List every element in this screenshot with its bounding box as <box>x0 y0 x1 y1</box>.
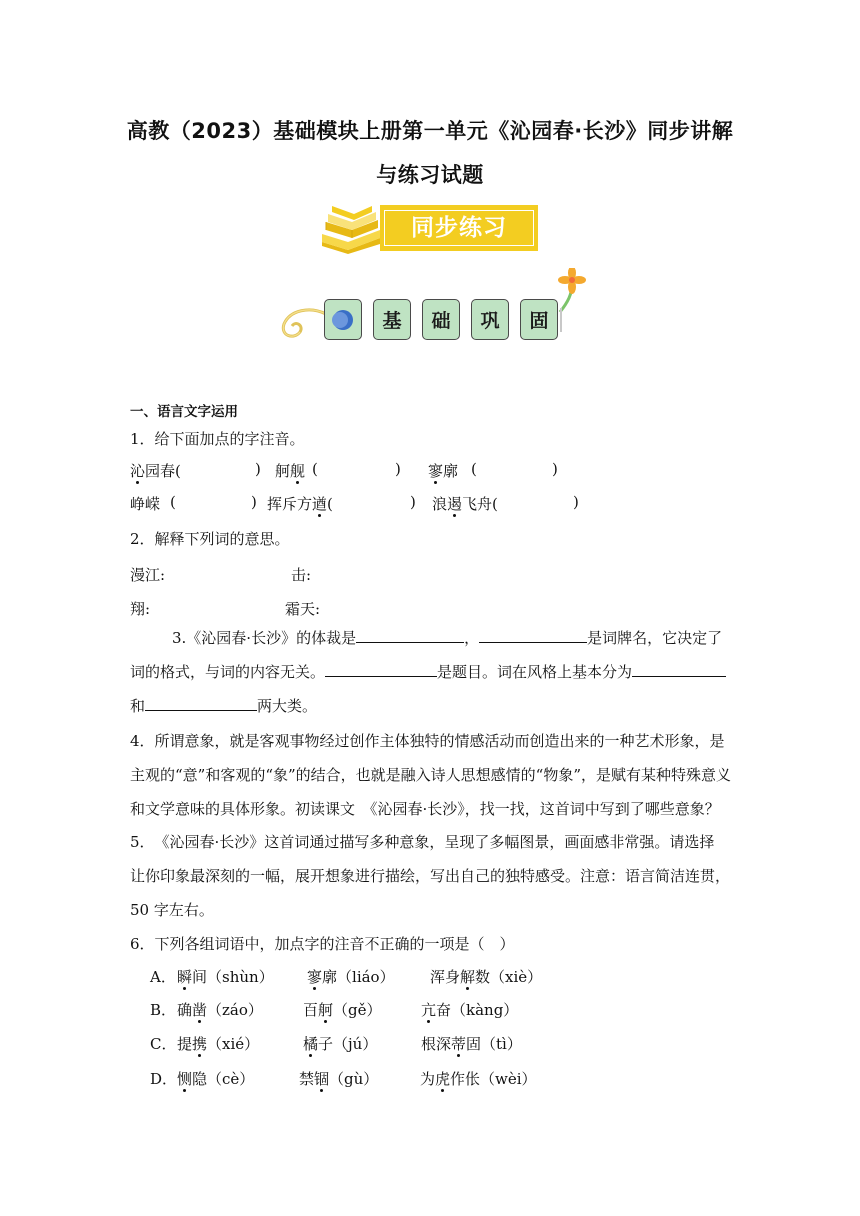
document-title-line2: 与练习试题 <box>376 163 484 187</box>
q6-option-b-word2: 百舸（gě） <box>303 1001 382 1019</box>
badge-number-box <box>324 299 362 340</box>
books-icon <box>318 204 384 254</box>
badge-char-4: 固 <box>520 299 558 340</box>
q6-option-c-word1: 提携（xié） <box>177 1035 260 1053</box>
q6-option-c-word2: 橘子（jú） <box>303 1035 378 1053</box>
badge-char-3: 巩 <box>471 299 509 340</box>
q6-option-a-label: A． <box>150 968 176 986</box>
q1-row1: 沁园春( <box>130 462 181 480</box>
q6-option-b-label: B． <box>150 1001 177 1019</box>
q3-paragraph: 3.《沁园春·长沙》的体裁是 ， 是词牌名，它决定了 词的格式，与词的内容无关。 是题目。词在风格上基本分为 和 两大类。 <box>130 621 730 723</box>
q1-stem: 1．给下面加点的字注音。 <box>130 430 305 448</box>
q6-option-a-word1: 瞬间（shùn） <box>177 968 274 986</box>
practice-banner-label: 同步练习 <box>411 215 507 241</box>
q6-option-d-label: D． <box>150 1070 178 1088</box>
badge-circle-icon <box>332 309 354 331</box>
q6-option-d-word1: 恻隐（cè） <box>177 1070 255 1088</box>
q6-stem: 6．下列各组词语中，加点字的注音不正确的一项是（ ） <box>130 935 515 953</box>
q1-row2-c: 浪遏飞舟( <box>432 495 498 513</box>
q6-option-d-word2: 禁锢（gù） <box>299 1070 379 1088</box>
q6-option-b-word1: 确凿（záo） <box>177 1001 263 1019</box>
q1-row2-a: 峥嵘 <box>130 495 161 513</box>
q2-word-4: 霜天: <box>285 600 321 618</box>
q5-paragraph: 5． 《沁园春·长沙》这首词通过描写多种意象，呈现了多幅图景，画面感非常强。请选择 让你印象最深刻的一幅，展开想象进行描绘，写出自己的独特感受。注意：语言简洁连贯， 50 字左右。 <box>130 833 731 919</box>
section-heading: 一、语言文字运用 <box>130 404 238 420</box>
q6-option-d-word3: 为虎作伥（wèi） <box>420 1070 537 1088</box>
q4-paragraph: 4．所谓意象，就是客观事物经过创作主体独特的情感活动而创造出来的一种艺术形象，是 主观的“意”和客观的“象”的结合，也就是融入诗人思想感情的“物象”，是赋有某种特殊意义 和文学意味的具体形象。初读课文 《沁园春·长沙》，找一找，这首词中写到了哪些意象？ <box>130 732 732 818</box>
q6-option-b-word3: 亢奋（kàng） <box>421 1001 519 1019</box>
practice-banner <box>380 205 538 251</box>
badge-char-2: 础 <box>422 299 460 340</box>
q2-word-2: 击: <box>291 566 312 584</box>
q6-option-c-word3: 根深蒂固（tì） <box>421 1035 522 1053</box>
q2-word-3: 翔: <box>130 600 151 618</box>
q2-stem: 2．解释下列词的意思。 <box>130 530 290 548</box>
document-title-line1: 高教（2023）基础模块上册第一单元《沁园春·长沙》同步讲解 <box>126 119 734 143</box>
q1-row2-b: 挥斥方遒( <box>267 495 333 513</box>
badge-char-1: 基 <box>373 299 411 340</box>
q1-row1-c: 寥廓 <box>428 462 459 480</box>
q1-row1-b: 舸舰 <box>275 462 306 480</box>
q2-word-1: 漫江: <box>130 566 166 584</box>
q6-option-c-label: C． <box>150 1035 177 1053</box>
q6-option-a-word3: 浑身解数（xiè） <box>430 968 543 986</box>
q1-dotted-char: 沁 <box>130 462 146 480</box>
q6-option-a-word2: 寥廓（liáo） <box>307 968 395 986</box>
